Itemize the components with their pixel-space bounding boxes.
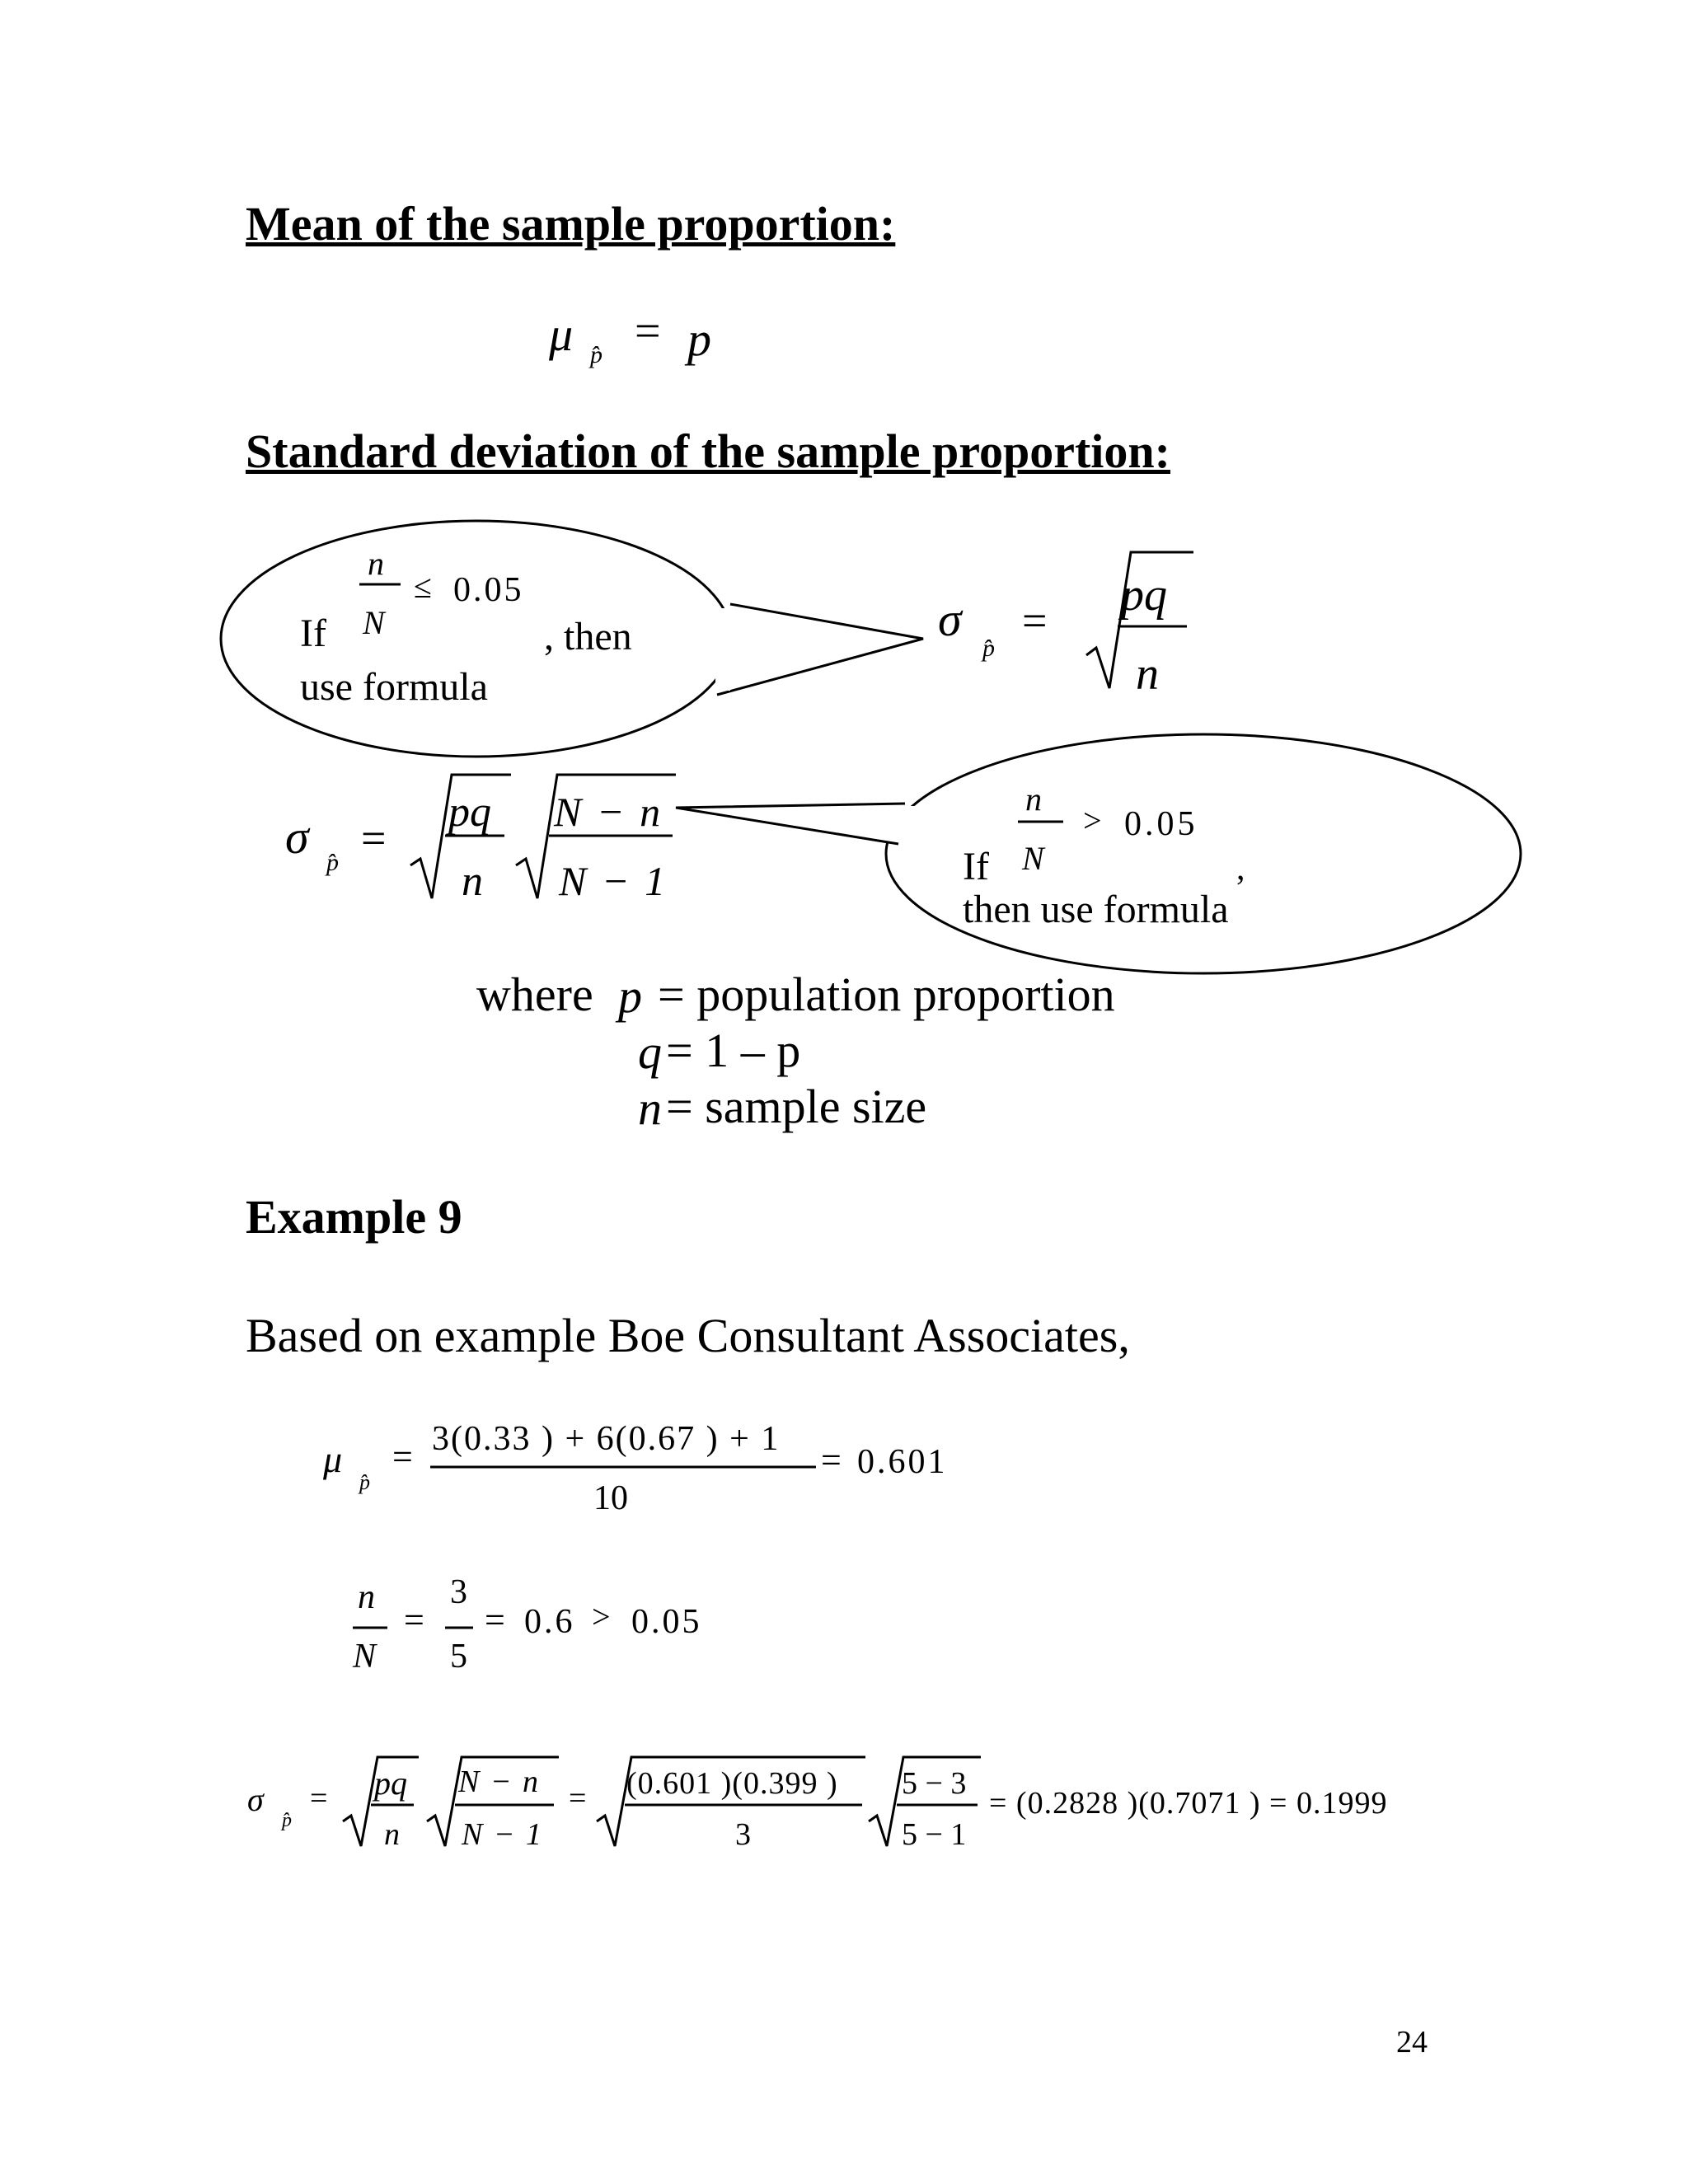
bubble-right-frac-num: n <box>1025 780 1042 818</box>
numerator-pq: pq <box>448 789 491 836</box>
p-hat-subscript: p̂ <box>326 849 339 876</box>
equals-sign: = <box>635 306 661 357</box>
example-intro: Based on example Boe Consultant Associates, <box>246 1309 1130 1362</box>
heading-sd: Standard deviation of the sample proportion: <box>246 424 1170 478</box>
where-label: where <box>476 968 593 1021</box>
numerator-N-minus-n: N − n <box>458 1765 538 1799</box>
numerator-5-minus-3: 5 − 3 <box>902 1766 967 1801</box>
sigma-symbol: σ <box>285 810 309 864</box>
numerator-values: (0.601 )(0.399 ) <box>626 1766 838 1801</box>
ratio-threshold: 0.05 <box>631 1603 702 1641</box>
bubble-left-frac-den: N <box>363 604 385 641</box>
mu-symbol: μ <box>323 1438 343 1480</box>
heading-mean: Mean of the sample proportion: <box>246 197 896 251</box>
bubble-right-then-use-formula: then use formula <box>963 888 1229 931</box>
bubble-left-then: , then <box>544 615 632 658</box>
denominator-n: n <box>462 858 483 905</box>
numerator-N-minus-n: N − n <box>554 789 661 835</box>
denominator-5-minus-1: 5 − 1 <box>902 1817 967 1852</box>
p-hat-subscript: p̂ <box>359 1470 370 1494</box>
ratio-den-5: 5 <box>450 1638 467 1675</box>
bubble-right-threshold: 0.05 <box>1124 805 1198 843</box>
def-p-symbol: p <box>618 969 642 1023</box>
p-symbol: p <box>687 312 711 366</box>
calc-mean-denominator: 10 <box>593 1479 628 1517</box>
def-p-text: = population proportion <box>658 968 1115 1021</box>
numerator-pq: pq <box>1121 569 1167 621</box>
p-hat-subscript: p̂ <box>982 635 995 662</box>
bubble-left-frac-num: n <box>368 545 384 582</box>
sigma-symbol: σ <box>938 593 962 646</box>
mu-symbol: μ <box>549 307 574 361</box>
calc-mean-result: 0.601 <box>857 1443 948 1481</box>
bubble-right-frac-den: N <box>1022 840 1044 877</box>
heading-example: Example 9 <box>246 1190 462 1244</box>
def-n-text: = sample size <box>666 1080 927 1133</box>
bubble-left-if: If <box>300 612 326 655</box>
def-q-symbol: q <box>638 1025 662 1079</box>
numerator-pq: pq <box>374 1765 407 1802</box>
equals-sign: = <box>404 1600 424 1640</box>
bubble-right-if: If <box>963 845 989 888</box>
calc-mean-numerator: 3(0.33 ) + 6(0.67 ) + 1 <box>432 1420 781 1458</box>
equals-sign: = <box>569 1781 587 1816</box>
bubble-right-comma: , <box>1236 850 1245 888</box>
ratio-result: 0.6 <box>524 1603 575 1641</box>
equals-sign: = <box>361 813 387 863</box>
equals-sign: = <box>821 1440 842 1480</box>
equals-sign: = <box>310 1781 328 1816</box>
ratio-den-N: N <box>353 1638 377 1675</box>
ratio-num-3: 3 <box>450 1573 467 1611</box>
p-hat-subscript: p̂ <box>282 1810 292 1831</box>
def-n-symbol: n <box>638 1081 662 1135</box>
ratio-rel: > <box>592 1598 611 1635</box>
bubble-right-rel: > <box>1083 802 1102 839</box>
denominator-N-minus-1: N − 1 <box>559 858 666 904</box>
bubble-left-rel: ≤ <box>414 568 432 605</box>
page-number: 24 <box>1396 2025 1428 2060</box>
ratio-num-n: n <box>358 1578 375 1616</box>
equals-sign: = <box>1022 596 1048 645</box>
denominator-n: n <box>1136 649 1159 700</box>
def-q-text: = 1 – p <box>666 1024 801 1077</box>
bubble-left-use-formula: use formula <box>300 665 488 709</box>
equals-sign: = <box>392 1436 413 1477</box>
p-hat-subscript: p̂ <box>590 341 603 368</box>
equals-sign: = <box>485 1600 505 1640</box>
calc-sd-result: = (0.2828 )(0.7071 ) = 0.1999 <box>989 1786 1388 1821</box>
denominator-n: n <box>384 1817 400 1852</box>
bubble-left-threshold: 0.05 <box>453 571 524 609</box>
sigma-symbol: σ <box>247 1781 264 1818</box>
denominator-3: 3 <box>735 1817 751 1852</box>
denominator-N-minus-1: N − 1 <box>462 1817 542 1852</box>
